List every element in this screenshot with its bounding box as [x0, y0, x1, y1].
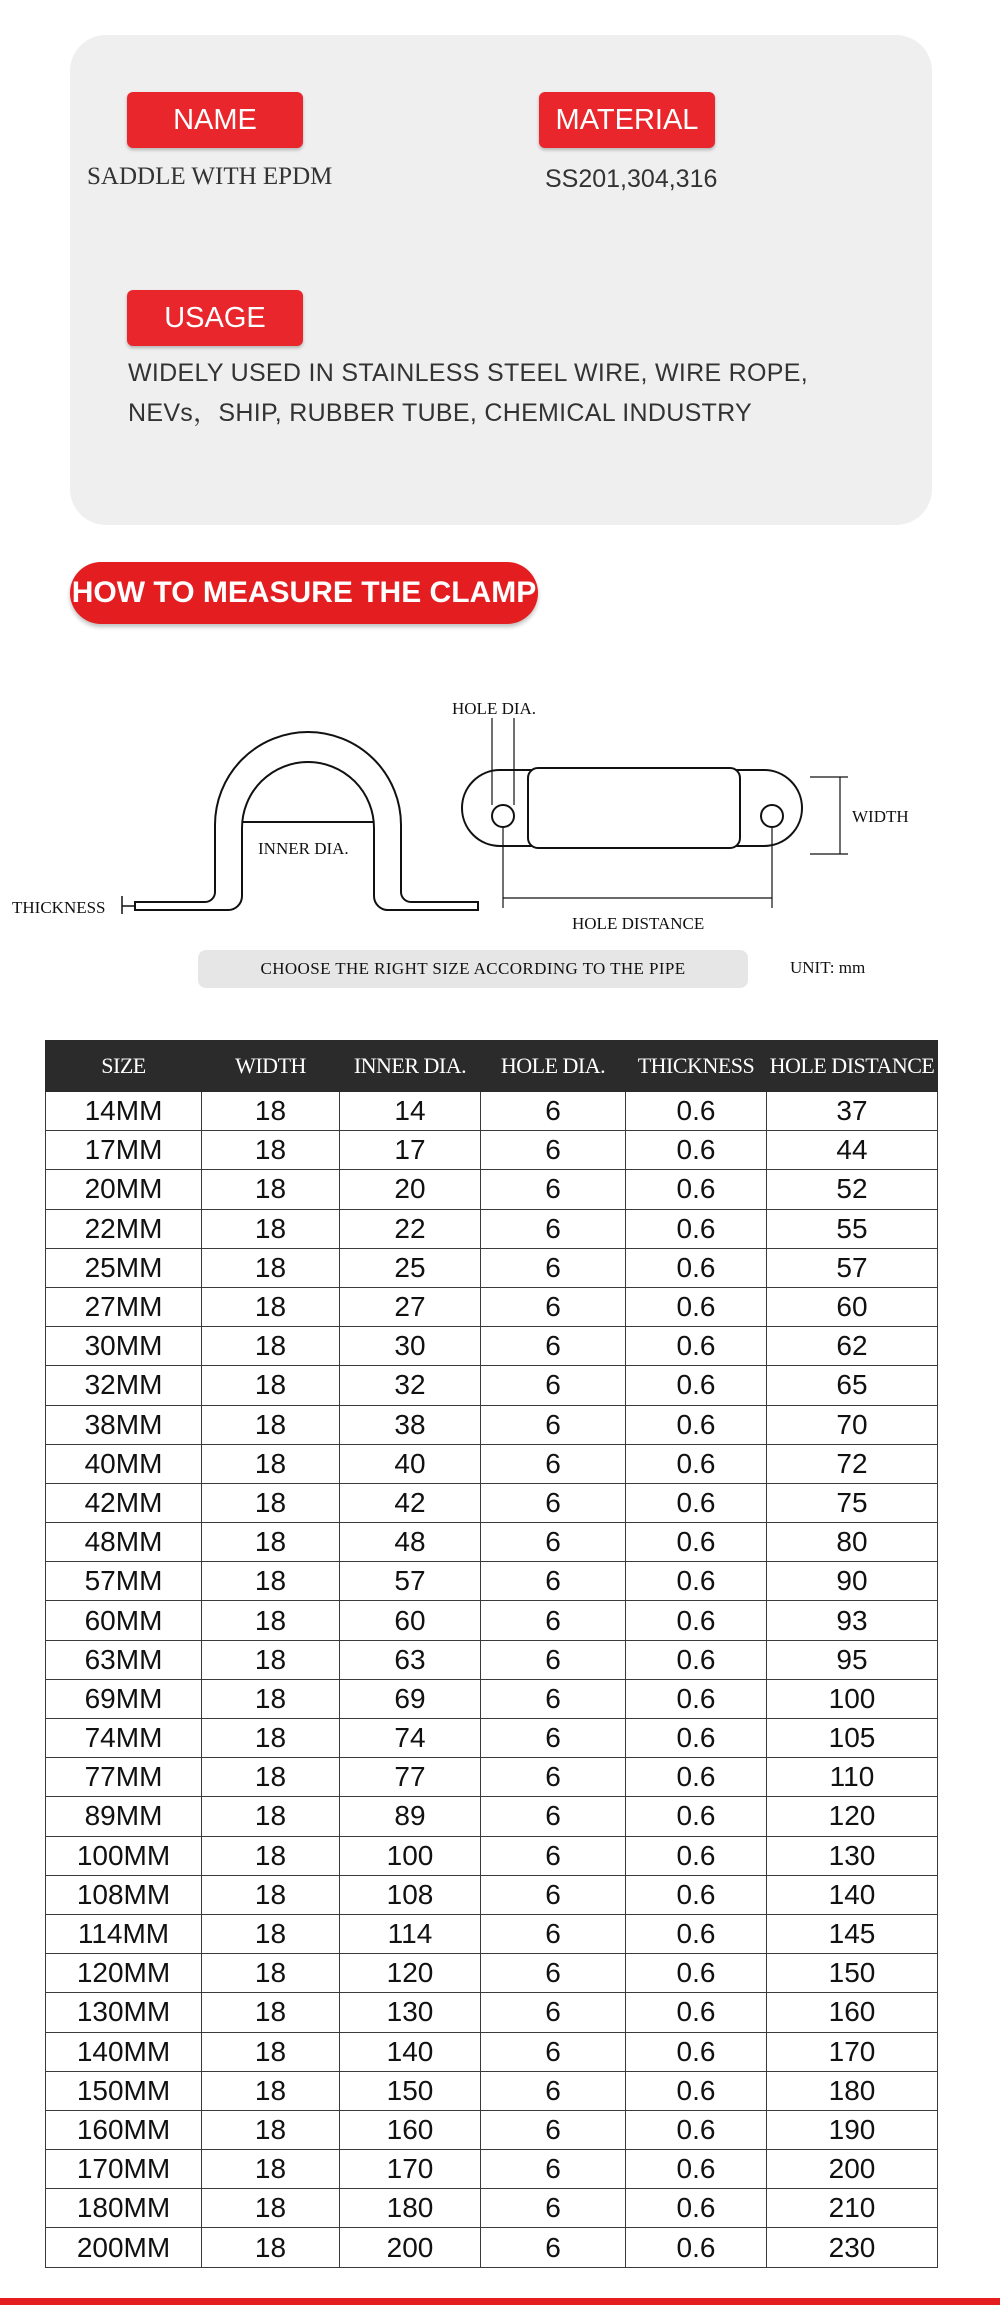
- table-cell: 80: [767, 1523, 938, 1562]
- table-cell: 52: [767, 1170, 938, 1209]
- table-cell: 57: [767, 1248, 938, 1287]
- table-row: [46, 1327, 938, 1366]
- table-cell: 200: [767, 2150, 938, 2189]
- table-cell: 25: [340, 1248, 481, 1287]
- table-row: [46, 1131, 938, 1170]
- table-cell: 200: [340, 2228, 481, 2267]
- table-cell: 6: [481, 1131, 626, 1170]
- table-cell: 30: [340, 1327, 481, 1366]
- table-cell: 42MM: [46, 1483, 202, 1522]
- table-cell: 75: [767, 1483, 938, 1522]
- table-cell: 0.6: [626, 2189, 767, 2228]
- table-cell: 0.6: [626, 1248, 767, 1287]
- table-cell: 70: [767, 1405, 938, 1444]
- table-cell: 100MM: [46, 1836, 202, 1875]
- table-cell: 150: [767, 1954, 938, 1993]
- table-cell: 0.6: [626, 1562, 767, 1601]
- table-cell: 32MM: [46, 1366, 202, 1405]
- table-row: [46, 1523, 938, 1562]
- table-cell: 18: [202, 1875, 340, 1914]
- table-cell: 18: [202, 1797, 340, 1836]
- name-value: SADDLE WITH EPDM: [87, 163, 333, 190]
- table-row: [46, 1758, 938, 1797]
- choose-size-note: CHOOSE THE RIGHT SIZE ACCORDING TO THE PIPE: [198, 950, 748, 988]
- section-title: HOW TO MEASURE THE CLAMP: [70, 562, 538, 624]
- table-cell: 18: [202, 1483, 340, 1522]
- table-cell: 20MM: [46, 1170, 202, 1209]
- size-spec-table: [45, 1040, 938, 2268]
- table-cell: 6: [481, 1248, 626, 1287]
- table-cell: 6: [481, 2150, 626, 2189]
- table-cell: 170MM: [46, 2150, 202, 2189]
- table-cell: 62: [767, 1327, 938, 1366]
- table-cell: 0.6: [626, 1993, 767, 2032]
- table-row: [46, 2228, 938, 2267]
- header-thickness: THICKNESS: [626, 1041, 767, 1092]
- table-cell: 18: [202, 1562, 340, 1601]
- table-cell: 6: [481, 1993, 626, 2032]
- table-cell: 18: [202, 1209, 340, 1248]
- table-cell: 120: [767, 1797, 938, 1836]
- table-cell: 77MM: [46, 1758, 202, 1797]
- unit-note: UNIT: mm: [790, 958, 866, 977]
- table-cell: 18: [202, 1954, 340, 1993]
- table-row: [46, 1797, 938, 1836]
- table-cell: 180: [767, 2071, 938, 2110]
- table-cell: 6: [481, 1209, 626, 1248]
- table-cell: 6: [481, 2110, 626, 2149]
- table-cell: 230: [767, 2228, 938, 2267]
- table-cell: 18: [202, 1836, 340, 1875]
- table-cell: 18: [202, 1092, 340, 1131]
- table-cell: 89MM: [46, 1797, 202, 1836]
- table-cell: 0.6: [626, 1758, 767, 1797]
- table-cell: 27MM: [46, 1287, 202, 1326]
- table-cell: 0.6: [626, 2032, 767, 2071]
- width-indicator: [810, 777, 848, 854]
- table-cell: 57MM: [46, 1562, 202, 1601]
- table-cell: 6: [481, 1483, 626, 1522]
- table-cell: 160MM: [46, 2110, 202, 2149]
- table-cell: 6: [481, 1875, 626, 1914]
- table-cell: 42: [340, 1483, 481, 1522]
- table-cell: 6: [481, 1758, 626, 1797]
- usage-line-1: WIDELY USED IN STAINLESS STEEL WIRE, WIRE ROPE,: [128, 359, 808, 387]
- table-cell: 0.6: [626, 2110, 767, 2149]
- table-row: [46, 2189, 938, 2228]
- table-cell: 60: [767, 1287, 938, 1326]
- table-cell: 18: [202, 1679, 340, 1718]
- table-cell: 18: [202, 1993, 340, 2032]
- table-row: [46, 1836, 938, 1875]
- header-hole-dia: HOLE DIA.: [481, 1041, 626, 1092]
- table-cell: 14MM: [46, 1092, 202, 1131]
- table-cell: 105: [767, 1719, 938, 1758]
- material-label: MATERIAL: [539, 92, 715, 148]
- table-cell: 18: [202, 2071, 340, 2110]
- table-cell: 0.6: [626, 1287, 767, 1326]
- hole-distance-label: HOLE DISTANCE: [572, 914, 705, 933]
- table-cell: 38: [340, 1405, 481, 1444]
- table-cell: 6: [481, 1327, 626, 1366]
- table-cell: 6: [481, 1092, 626, 1131]
- table-cell: 6: [481, 1719, 626, 1758]
- table-cell: 0.6: [626, 1719, 767, 1758]
- table-cell: 0.6: [626, 2071, 767, 2110]
- table-cell: 180: [340, 2189, 481, 2228]
- table-cell: 55: [767, 1209, 938, 1248]
- table-row: [46, 1719, 938, 1758]
- table-cell: 6: [481, 1954, 626, 1993]
- table-cell: 63MM: [46, 1640, 202, 1679]
- table-cell: 114MM: [46, 1914, 202, 1953]
- table-row: [46, 1601, 938, 1640]
- table-cell: 60MM: [46, 1601, 202, 1640]
- table-cell: 18: [202, 1523, 340, 1562]
- table-cell: 18: [202, 2189, 340, 2228]
- table-row: [46, 2071, 938, 2110]
- table-cell: 18: [202, 2228, 340, 2267]
- table-cell: 69MM: [46, 1679, 202, 1718]
- table-cell: 6: [481, 1444, 626, 1483]
- table-row: [46, 1287, 938, 1326]
- product-info-card: [70, 35, 932, 525]
- table-cell: 6: [481, 1523, 626, 1562]
- table-cell: 17: [340, 1131, 481, 1170]
- inner-dia-label: INNER DIA.: [258, 839, 349, 858]
- table-row: [46, 1562, 938, 1601]
- table-cell: 65: [767, 1366, 938, 1405]
- table-row: [46, 2032, 938, 2071]
- table-row: [46, 1679, 938, 1718]
- table-cell: 6: [481, 1836, 626, 1875]
- table-cell: 6: [481, 1170, 626, 1209]
- table-cell: 120MM: [46, 1954, 202, 1993]
- table-cell: 0.6: [626, 1405, 767, 1444]
- table-cell: 150MM: [46, 2071, 202, 2110]
- table-cell: 74MM: [46, 1719, 202, 1758]
- table-cell: 32: [340, 1366, 481, 1405]
- hole-dia-label: HOLE DIA.: [452, 699, 537, 718]
- table-row: [46, 2110, 938, 2149]
- table-cell: 77: [340, 1758, 481, 1797]
- table-cell: 22MM: [46, 1209, 202, 1248]
- table-row: [46, 1875, 938, 1914]
- table-cell: 0.6: [626, 1209, 767, 1248]
- bottom-accent-strip: [0, 2298, 1000, 2305]
- table-cell: 18: [202, 1170, 340, 1209]
- hole-dia-indicator: [492, 718, 514, 805]
- table-cell: 6: [481, 2032, 626, 2071]
- table-cell: 0.6: [626, 1914, 767, 1953]
- table-cell: 14: [340, 1092, 481, 1131]
- table-cell: 18: [202, 1327, 340, 1366]
- usage-label: USAGE: [127, 290, 303, 346]
- table-cell: 170: [767, 2032, 938, 2071]
- table-cell: 0.6: [626, 1131, 767, 1170]
- table-cell: 0.6: [626, 1679, 767, 1718]
- table-cell: 6: [481, 1601, 626, 1640]
- table-cell: 93: [767, 1601, 938, 1640]
- table-cell: 18: [202, 2032, 340, 2071]
- table-cell: 108MM: [46, 1875, 202, 1914]
- clamp-top-view: [462, 768, 802, 848]
- material-value: SS201,304,316: [545, 165, 718, 193]
- table-cell: 0.6: [626, 1523, 767, 1562]
- table-cell: 90: [767, 1562, 938, 1601]
- table-cell: 6: [481, 2071, 626, 2110]
- table-cell: 6: [481, 2228, 626, 2267]
- table-cell: 18: [202, 1366, 340, 1405]
- table-cell: 40: [340, 1444, 481, 1483]
- table-cell: 6: [481, 1797, 626, 1836]
- table-cell: 6: [481, 1405, 626, 1444]
- table-row: [46, 1993, 938, 2032]
- table-cell: 18: [202, 1758, 340, 1797]
- table-cell: 37: [767, 1092, 938, 1131]
- table-cell: 180MM: [46, 2189, 202, 2228]
- name-label: NAME: [127, 92, 303, 148]
- table-cell: 145: [767, 1914, 938, 1953]
- table-cell: 69: [340, 1679, 481, 1718]
- table-cell: 18: [202, 2110, 340, 2149]
- table-cell: 38MM: [46, 1405, 202, 1444]
- table-header-row: [46, 1041, 938, 1092]
- table-cell: 20: [340, 1170, 481, 1209]
- table-cell: 0.6: [626, 1954, 767, 1993]
- table-cell: 74: [340, 1719, 481, 1758]
- table-cell: 18: [202, 1248, 340, 1287]
- table-cell: 18: [202, 1405, 340, 1444]
- header-hole-distance: HOLE DISTANCE: [767, 1041, 938, 1092]
- table-cell: 44: [767, 1131, 938, 1170]
- table-cell: 140: [767, 1875, 938, 1914]
- table-cell: 140: [340, 2032, 481, 2071]
- table-body: [46, 1092, 938, 2268]
- table-cell: 170: [340, 2150, 481, 2189]
- usage-line-2: NEVs，SHIP, RUBBER TUBE, CHEMICAL INDUSTRY: [128, 399, 753, 427]
- table-cell: 0.6: [626, 1444, 767, 1483]
- table-cell: 72: [767, 1444, 938, 1483]
- table-cell: 0.6: [626, 1483, 767, 1522]
- table-cell: 6: [481, 1562, 626, 1601]
- table-cell: 18: [202, 1287, 340, 1326]
- table-cell: 130MM: [46, 1993, 202, 2032]
- table-cell: 48MM: [46, 1523, 202, 1562]
- thickness-label: THICKNESS: [12, 898, 106, 917]
- table-cell: 0.6: [626, 1327, 767, 1366]
- table-cell: 18: [202, 1914, 340, 1953]
- table-row: [46, 1092, 938, 1131]
- table-cell: 0.6: [626, 1092, 767, 1131]
- table-cell: 210: [767, 2189, 938, 2228]
- table-cell: 18: [202, 2150, 340, 2189]
- table-cell: 0.6: [626, 2228, 767, 2267]
- table-cell: 27: [340, 1287, 481, 1326]
- table-cell: 57: [340, 1562, 481, 1601]
- table-cell: 140MM: [46, 2032, 202, 2071]
- table-cell: 0.6: [626, 1836, 767, 1875]
- table-cell: 160: [340, 2110, 481, 2149]
- table-cell: 100: [340, 1836, 481, 1875]
- table-cell: 6: [481, 1640, 626, 1679]
- table-cell: 17MM: [46, 1131, 202, 1170]
- table-row: [46, 1248, 938, 1287]
- table-cell: 6: [481, 1679, 626, 1718]
- table-cell: 0.6: [626, 1640, 767, 1679]
- table-cell: 0.6: [626, 2150, 767, 2189]
- table-cell: 108: [340, 1875, 481, 1914]
- table-cell: 0.6: [626, 1366, 767, 1405]
- table-row: [46, 1366, 938, 1405]
- table-cell: 0.6: [626, 1170, 767, 1209]
- table-cell: 30MM: [46, 1327, 202, 1366]
- table-cell: 89: [340, 1797, 481, 1836]
- table-cell: 40MM: [46, 1444, 202, 1483]
- table-cell: 6: [481, 2189, 626, 2228]
- table-cell: 6: [481, 1914, 626, 1953]
- table-cell: 60: [340, 1601, 481, 1640]
- table-cell: 95: [767, 1640, 938, 1679]
- table-cell: 0.6: [626, 1601, 767, 1640]
- table-cell: 200MM: [46, 2228, 202, 2267]
- table-cell: 18: [202, 1719, 340, 1758]
- header-inner-dia: INNER DIA.: [340, 1041, 481, 1092]
- usage-description: [128, 353, 908, 433]
- table-cell: 6: [481, 1287, 626, 1326]
- table-row: [46, 1954, 938, 1993]
- width-label: WIDTH: [852, 807, 909, 826]
- table-cell: 130: [340, 1993, 481, 2032]
- table-cell: 0.6: [626, 1875, 767, 1914]
- table-cell: 22: [340, 1209, 481, 1248]
- table-cell: 25MM: [46, 1248, 202, 1287]
- table-cell: 114: [340, 1914, 481, 1953]
- table-cell: 18: [202, 1640, 340, 1679]
- table-row: [46, 1483, 938, 1522]
- thickness-indicator: [122, 896, 135, 914]
- table-cell: 0.6: [626, 1797, 767, 1836]
- table-row: [46, 1209, 938, 1248]
- table-cell: 160: [767, 1993, 938, 2032]
- table-cell: 120: [340, 1954, 481, 1993]
- clamp-side-view: [135, 732, 478, 910]
- table-row: [46, 1914, 938, 1953]
- table-cell: 110: [767, 1758, 938, 1797]
- header-width: WIDTH: [202, 1041, 340, 1092]
- table-cell: 18: [202, 1601, 340, 1640]
- header-size: SIZE: [46, 1041, 202, 1092]
- table-cell: 190: [767, 2110, 938, 2149]
- table-row: [46, 1170, 938, 1209]
- table-row: [46, 1405, 938, 1444]
- table-cell: 130: [767, 1836, 938, 1875]
- table-row: [46, 2150, 938, 2189]
- table-cell: 63: [340, 1640, 481, 1679]
- table-row: [46, 1640, 938, 1679]
- table-cell: 18: [202, 1131, 340, 1170]
- table-cell: 100: [767, 1679, 938, 1718]
- table-cell: 18: [202, 1444, 340, 1483]
- table-row: [46, 1444, 938, 1483]
- table-cell: 48: [340, 1523, 481, 1562]
- table-cell: 150: [340, 2071, 481, 2110]
- table-cell: 6: [481, 1366, 626, 1405]
